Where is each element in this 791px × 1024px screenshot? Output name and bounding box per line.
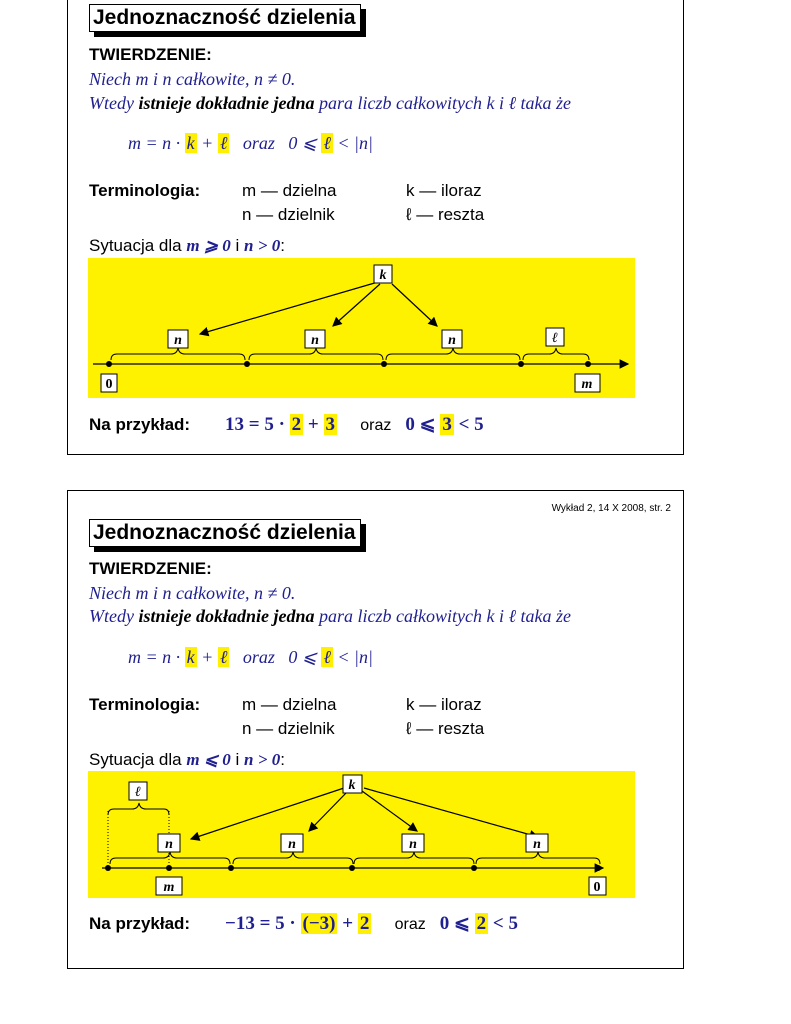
situation-condition-n: n > 0 xyxy=(244,236,281,255)
point xyxy=(349,865,355,871)
theorem-line-2 xyxy=(89,93,571,114)
formula-k: k xyxy=(186,133,195,153)
situation-text: i xyxy=(230,236,245,255)
arrow xyxy=(333,284,380,326)
example-remainder: 2 xyxy=(359,913,370,934)
formula-k: k xyxy=(186,647,195,667)
label-n: n xyxy=(448,333,456,348)
page-id: Wykład 2, 14 X 2008, str. 2 xyxy=(551,503,671,514)
label-zero: 0 xyxy=(593,880,601,895)
point xyxy=(471,865,477,871)
example-part: 0 ⩽ xyxy=(405,414,441,435)
brace xyxy=(111,348,245,360)
formula-part: + xyxy=(196,133,218,153)
theorem-formula xyxy=(128,133,373,154)
example-oraz: oraz xyxy=(394,916,426,933)
label-m: m xyxy=(581,377,593,392)
label-k: k xyxy=(379,268,387,283)
term-l: ℓ — reszta xyxy=(406,205,485,224)
slide-top xyxy=(67,0,684,455)
theorem-line-2a: Wtedy xyxy=(89,606,139,626)
term-k: k — iloraz xyxy=(406,695,482,714)
brace xyxy=(386,348,520,360)
theorem-emphasis: istnieje dokładnie jedna xyxy=(138,93,315,113)
formula-l2: ℓ xyxy=(323,647,331,667)
example-part: −13 = 5 · xyxy=(225,913,301,934)
arrow xyxy=(364,788,538,837)
example-formula xyxy=(225,413,484,436)
example-part: < 5 xyxy=(453,414,484,435)
formula-part: m = n · xyxy=(128,647,185,667)
formula-l: ℓ xyxy=(219,133,228,153)
example-quotient: 2 xyxy=(291,414,302,435)
arrow xyxy=(200,282,378,334)
theorem-formula xyxy=(128,647,373,668)
division-diagram xyxy=(88,771,635,898)
brace xyxy=(110,852,230,864)
example-part: 0 ⩽ xyxy=(439,913,475,934)
example-part: 13 = 5 · xyxy=(225,414,290,435)
slide-bottom xyxy=(67,490,684,969)
theorem-line-2a: Wtedy xyxy=(89,93,139,113)
label-n: n xyxy=(165,837,173,852)
example-formula xyxy=(225,912,518,935)
theorem-label: TWIERDZENIE: xyxy=(89,559,212,578)
point xyxy=(244,361,250,367)
term-n: n — dzielnik xyxy=(242,719,335,738)
example-part: < 5 xyxy=(488,913,518,934)
example-quotient: (−3) xyxy=(302,913,336,934)
theorem-emphasis: istnieje dokładnie jedna xyxy=(138,606,315,626)
formula-part: < |n| xyxy=(332,647,373,667)
point-zero xyxy=(595,865,601,871)
diagram-svg xyxy=(88,771,620,898)
theorem-line-2 xyxy=(89,606,571,627)
formula-l2: ℓ xyxy=(323,133,331,153)
example-remainder-2: 2 xyxy=(476,913,487,934)
brace xyxy=(249,348,383,360)
point xyxy=(381,361,387,367)
theorem-line-1: Niech m i n całkowite, n ≠ 0. xyxy=(89,69,296,89)
point-m xyxy=(585,361,591,367)
situation-line xyxy=(89,236,285,256)
example-oraz: oraz xyxy=(360,417,392,434)
term-n: n — dzielnik xyxy=(242,205,335,224)
formula-part: m = n · xyxy=(128,133,185,153)
label-n: n xyxy=(288,837,296,852)
label-n: n xyxy=(409,837,417,852)
example-label: Na przykład: xyxy=(89,914,191,933)
label-zero: 0 xyxy=(105,377,113,392)
label-n: n xyxy=(174,333,182,348)
term-m: m — dzielna xyxy=(242,181,337,200)
formula-part: < |n| xyxy=(332,133,373,153)
label-m: m xyxy=(163,880,175,895)
example-remainder-2: 3 xyxy=(442,414,452,435)
example-part: + xyxy=(337,913,358,934)
theorem-line-2c: para liczb całkowitych k i ℓ taka że xyxy=(314,606,571,626)
situation-text: i xyxy=(230,750,245,769)
arrow xyxy=(309,791,348,831)
example-label: Na przykład: xyxy=(89,415,191,434)
theorem-line-2c: para liczb całkowitych k i ℓ taka że xyxy=(314,93,571,113)
brace xyxy=(476,852,600,864)
example-remainder: 3 xyxy=(325,414,335,435)
label-l: ℓ xyxy=(552,331,558,346)
arrow xyxy=(362,791,417,831)
label-k: k xyxy=(348,778,356,793)
theorem-label: TWIERDZENIE: xyxy=(89,45,212,64)
situation-condition-m: m ⩾ 0 xyxy=(186,236,231,255)
situation-condition-n: n > 0 xyxy=(244,750,281,769)
arrow xyxy=(191,788,344,839)
formula-part: oraz 0 ⩽ xyxy=(229,133,322,153)
terminology-label: Terminologia: xyxy=(89,181,201,200)
brace xyxy=(108,803,169,815)
situation-text: Sytuacja dla xyxy=(89,750,187,769)
situation-text: Sytuacja dla xyxy=(89,236,187,255)
situation-condition-m: m ⩽ 0 xyxy=(186,750,231,769)
situation-line xyxy=(89,750,285,770)
brace xyxy=(354,852,474,864)
terminology-label: Terminologia: xyxy=(89,695,201,714)
label-n: n xyxy=(311,333,319,348)
situation-text: : xyxy=(280,750,285,769)
term-m: m — dzielna xyxy=(242,695,337,714)
point-zero xyxy=(106,361,112,367)
diagram-svg xyxy=(88,258,635,398)
label-n: n xyxy=(533,837,541,852)
point xyxy=(518,361,524,367)
term-k: k — iloraz xyxy=(406,181,482,200)
formula-l: ℓ xyxy=(219,647,228,667)
arrow xyxy=(392,284,437,326)
label-l: ℓ xyxy=(135,785,141,800)
theorem-line-1: Niech m i n całkowite, n ≠ 0. xyxy=(89,583,296,603)
brace xyxy=(233,852,353,864)
formula-part: + xyxy=(196,647,218,667)
division-diagram xyxy=(88,258,635,398)
situation-text: : xyxy=(280,236,285,255)
point xyxy=(228,865,234,871)
term-l: ℓ — reszta xyxy=(406,719,485,738)
slide-title: Jednoznaczność dzielenia xyxy=(89,519,361,547)
brace xyxy=(523,348,589,360)
slide-title: Jednoznaczność dzielenia xyxy=(89,4,361,32)
formula-part: oraz 0 ⩽ xyxy=(229,647,322,667)
example-part: + xyxy=(303,414,324,435)
